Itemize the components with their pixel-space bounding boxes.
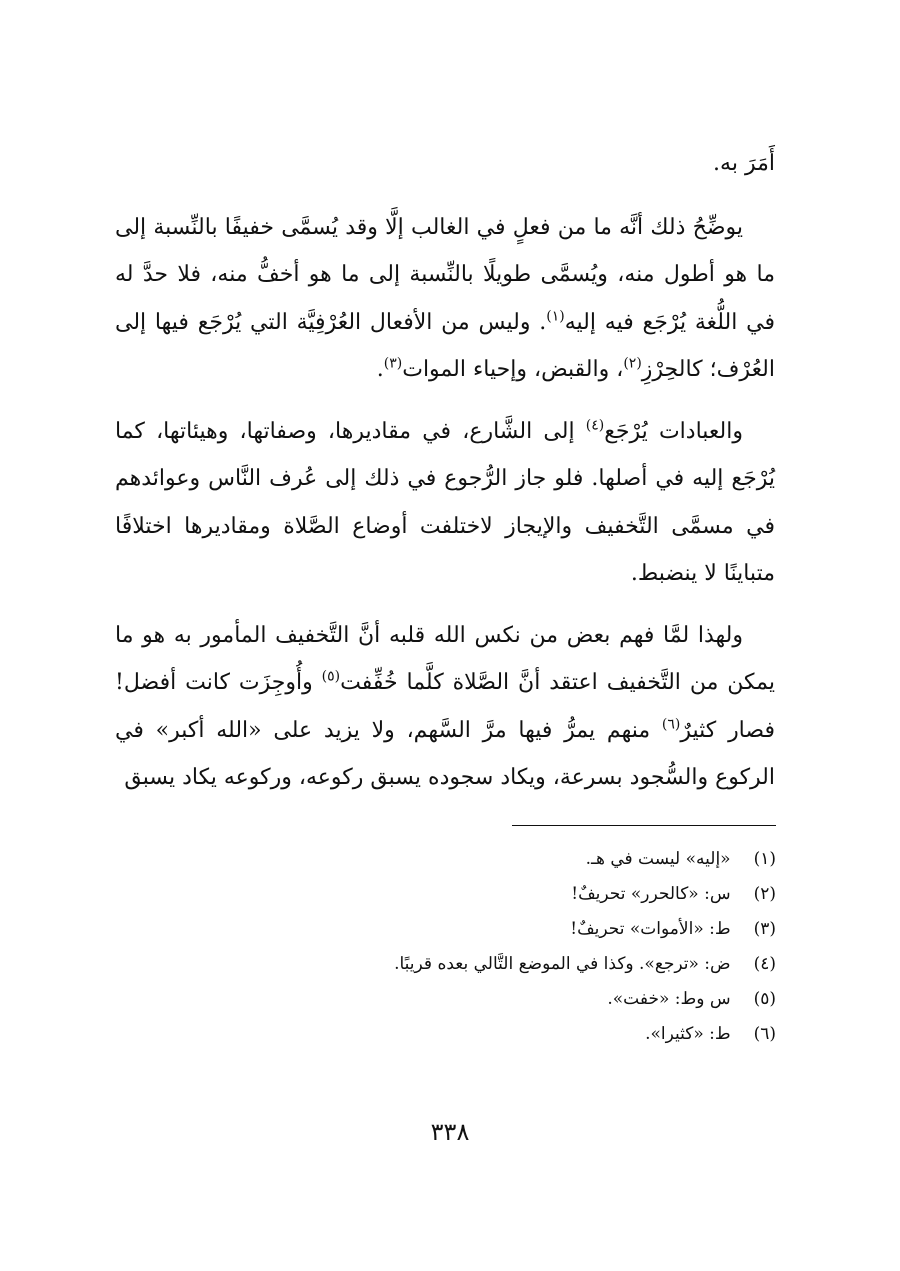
paragraph-3-text-1: والعبادات يُرْجَع bbox=[604, 418, 743, 444]
paragraph-1-text: أَمَرَ به. bbox=[713, 151, 775, 176]
footnote-ref-6[interactable]: (٦) bbox=[661, 716, 681, 733]
footnotes bbox=[120, 842, 776, 1052]
footnote-ref-3[interactable]: (٣) bbox=[383, 355, 403, 372]
footnote-6 bbox=[120, 1017, 776, 1052]
paragraph-3 bbox=[115, 408, 775, 598]
paragraph-2-text-1: يوضِّحُ ذلك أنَّه ما من فعلٍ في الغالب إلَّا وقد يُسمَّى خفيفًا بالنِّسبة إلى ما هو أطول منه، ويُسمَّى طويلًا بالنِّسبة إلى ما هو أخفُّ منه، فلا حدَّ له في اللُّغة يُرْجَع فيه إليه bbox=[115, 214, 775, 335]
footnote-text: س: «كالحرر» تحريفٌ! bbox=[571, 884, 731, 904]
paragraph-2 bbox=[115, 204, 775, 394]
footnote-ref-1[interactable]: (١) bbox=[546, 308, 565, 325]
paragraph-2-text-2: . وليس من الأفعال العُرْفِيَّة التي يُرْجَع فيها إلى العُرْف؛ كالحِرْزِ bbox=[115, 309, 775, 382]
footnote-text: ط: «الأموات» تحريفٌ! bbox=[570, 919, 731, 939]
page-number: ٣٣٨ bbox=[430, 1118, 470, 1146]
footnote-number: (١) bbox=[753, 849, 776, 869]
footnote-ref-4[interactable]: (٤) bbox=[585, 417, 605, 434]
footnote-number: (٥) bbox=[753, 989, 776, 1009]
footnote-number: (٣) bbox=[753, 919, 776, 939]
main-text bbox=[115, 140, 775, 816]
footnote-ref-2[interactable]: (٢) bbox=[623, 355, 642, 372]
footnote-text: «إليه» ليست في هـ. bbox=[585, 849, 731, 869]
footnote-text: س وط: «خفت». bbox=[607, 989, 731, 1009]
paragraph-2-text-4: . bbox=[376, 357, 384, 382]
footnote-separator bbox=[512, 825, 776, 826]
paragraph-4-text-3: منهم يمرُّ فيها مرَّ السَّهم، ولا يزيد على «الله أكبر» في الركوع والسُّجود بسرعة، ويكاد سجوده يسبق ركوعه، وركوعه يكاد يسبق bbox=[115, 717, 775, 790]
footnote-number: (٦) bbox=[753, 1024, 776, 1044]
paragraph-4-text-2: وأُوجِزَت كانت أفضل! فصار كثيرٌ bbox=[115, 670, 775, 743]
footnote-number: (٤) bbox=[753, 954, 776, 974]
footnote-2 bbox=[120, 877, 776, 912]
footnote-number: (٢) bbox=[753, 884, 776, 904]
paragraph-4-text-1: ولهذا لمَّا فهم بعض من نكس الله قلبه أنَّ التَّخفيف المأمور به هو ما يمكن من التَّخفيف اعتقد أنَّ الصَّلاة كلَّما خُفِّفت bbox=[115, 622, 775, 695]
footnote-text: ض: «ترجع». وكذا في الموضع التَّالي بعده قريبًا. bbox=[394, 954, 731, 974]
paragraph-1 bbox=[115, 140, 775, 188]
footnote-ref-5[interactable]: (٥) bbox=[321, 668, 341, 685]
footnote-3 bbox=[120, 912, 776, 947]
footnote-5 bbox=[120, 982, 776, 1017]
footnote-4 bbox=[120, 947, 776, 982]
paragraph-3-text-2: إلى الشَّارع، في مقاديرها، وصفاتها، وهيئاتها، كما يُرْجَع إليه في أصلها. فلو جاز الرُّجوع في ذلك إلى عُرف النَّاس وعوائدهم في مسمَّى التَّخفيف والإيجاز لاختلفت أوضاع الصَّلاة ومقاديرها اختلافًا متباينًا لا ينضبط. bbox=[115, 418, 775, 586]
paragraph-4 bbox=[115, 612, 775, 802]
footnote-1 bbox=[120, 842, 776, 877]
paragraph-2-text-3: ، والقبض، وإحياء الموات bbox=[402, 357, 624, 382]
footnote-text: ط: «كثيرا». bbox=[645, 1024, 731, 1044]
